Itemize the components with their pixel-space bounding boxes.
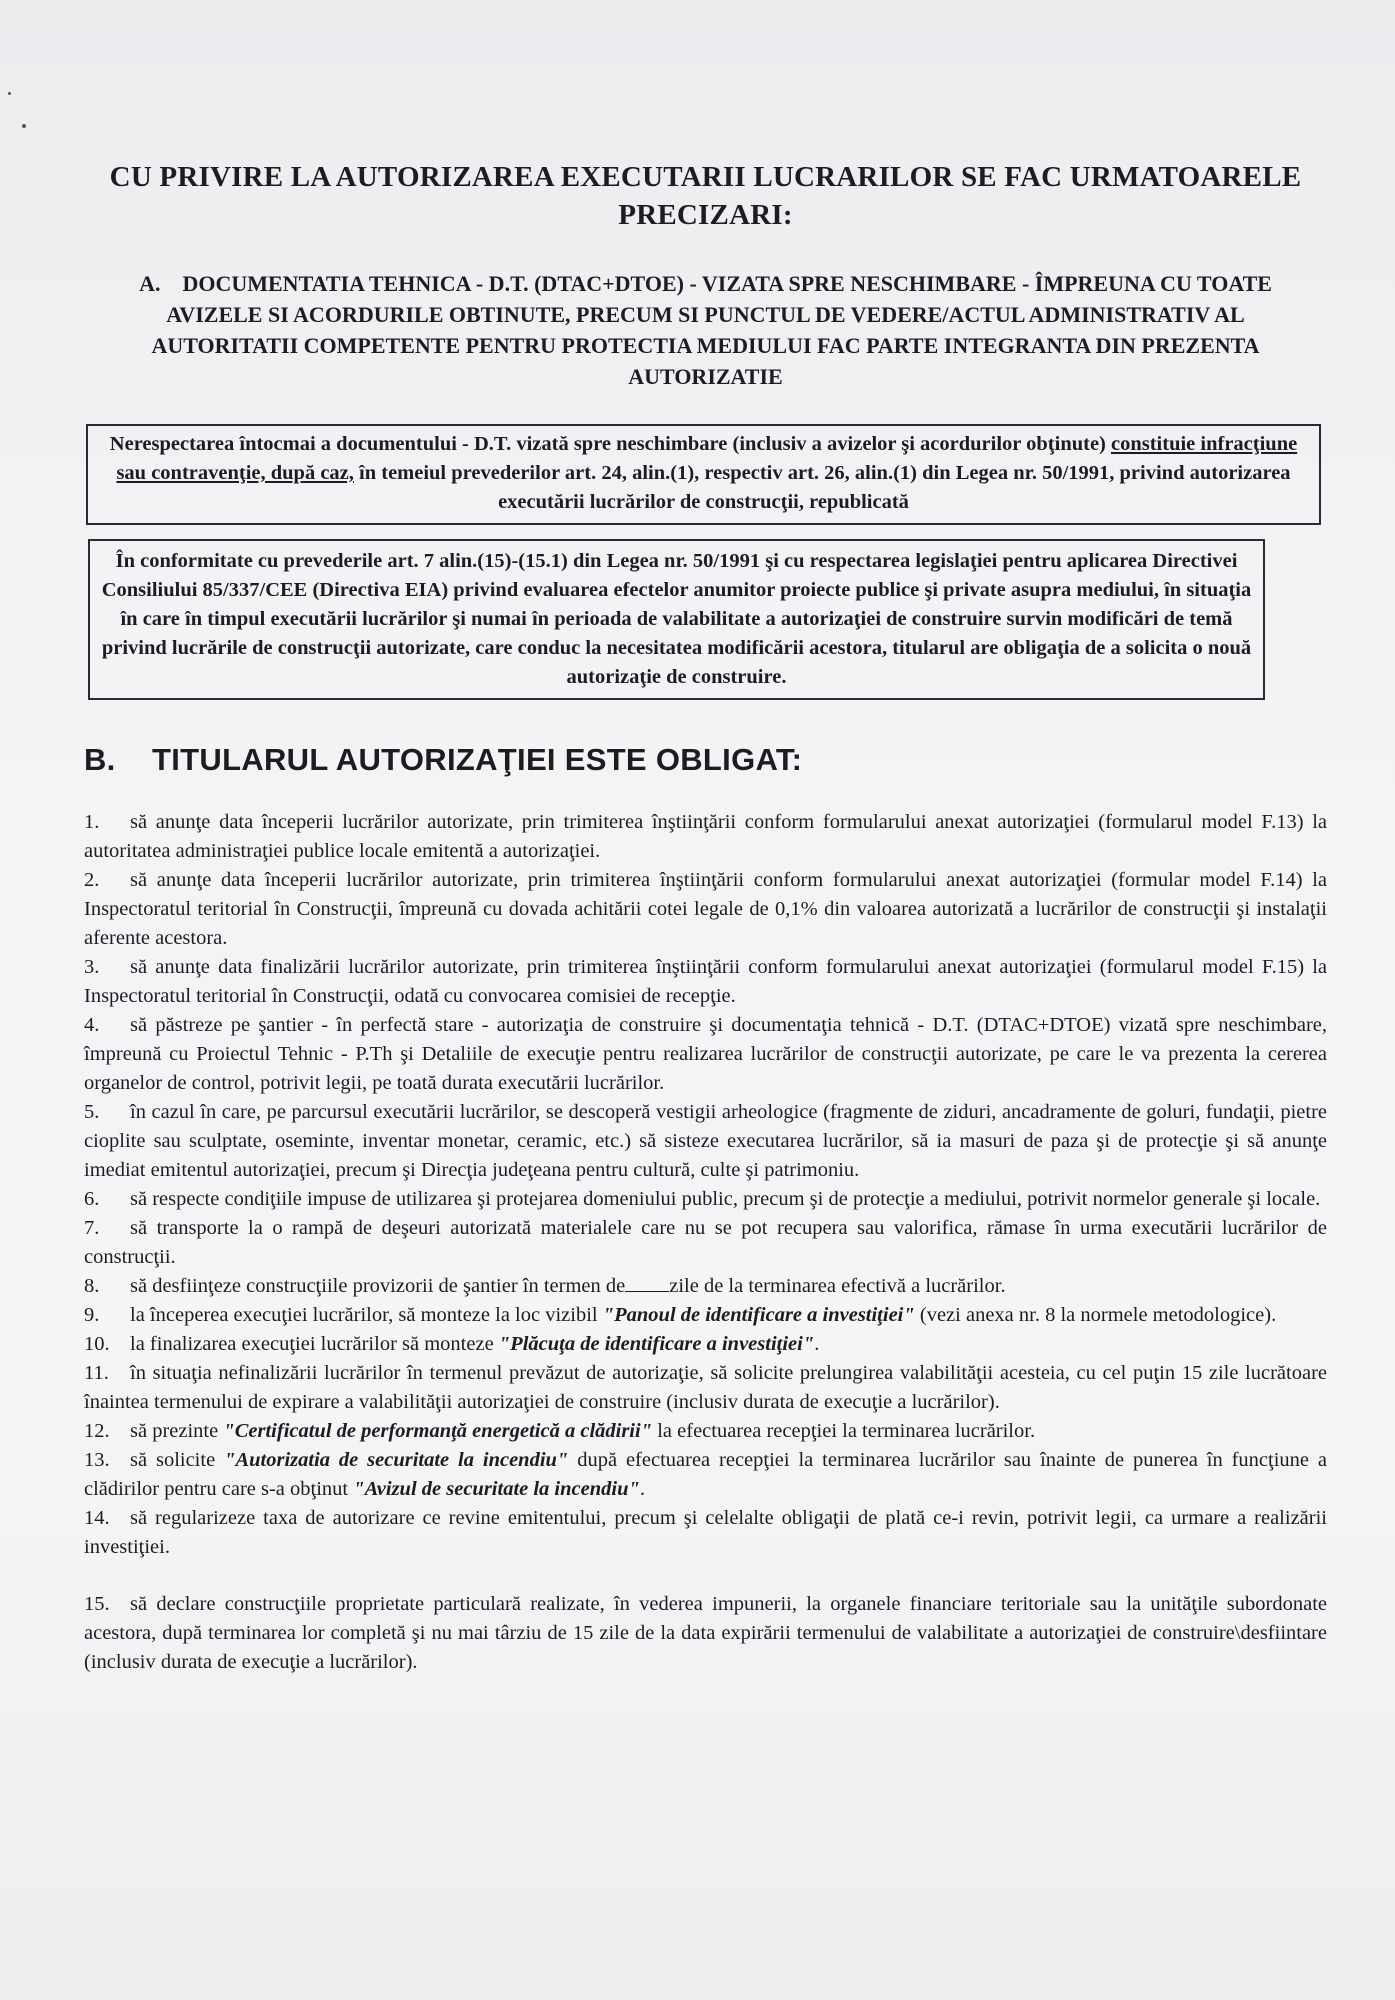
notice-box-eia xyxy=(88,539,1265,700)
obligation-text: . xyxy=(639,1478,645,1500)
obligation-item xyxy=(84,953,1327,1011)
obligation-number: 15. xyxy=(84,1593,110,1615)
obligation-number: 6. xyxy=(84,1188,100,1210)
obligation-text: să solicite xyxy=(130,1449,225,1471)
obligation-text: să regularizeze taxa de autorizare ce revine emitentului, precum şi celelalte obligaţii de plată ce-i revin, potrivit legii, ca urmare a realizării investiţiei. xyxy=(84,1507,1327,1558)
obligation-text: la efectuarea recepţiei la terminarea lucrărilor. xyxy=(652,1420,1036,1442)
fill-in-blank xyxy=(625,1273,669,1292)
obligation-item xyxy=(84,1330,1327,1359)
obligation-number: 1. xyxy=(84,811,100,833)
obligation-item xyxy=(84,1417,1327,1446)
obligation-text: să prezinte xyxy=(130,1420,224,1442)
notice-box-infraction xyxy=(86,424,1321,525)
section-a xyxy=(84,268,1327,392)
obligation-item xyxy=(84,1359,1327,1417)
obligation-number: 10. xyxy=(84,1333,110,1355)
obligation-text: să respecte condiţiile impuse de utilizarea şi protejarea domeniului public, precum şi de protecţie a mediului, potrivit normelor generale şi locale. xyxy=(130,1188,1321,1210)
notice-box-eia-text: În conformitate cu prevederile art. 7 alin.(15)-(15.1) din Legea nr. 50/1991 şi cu respectarea legislaţiei pentru aplicarea Directivei Consiliului 85/337/CEE (Directiva EIA) privind evaluarea efectelor anumitor proiecte publice şi private asupra mediului, în situaţia în care în timpul executării lucrărilor şi numai în perioada de valabilitate a autorizaţiei de construire survin modificări de temă privind lucrările de construcţii autorizate, care conduc la necesitatea modificării acestora, titularul are obligaţia de a solicita o nouă autorizaţie de construire. xyxy=(101,550,1252,688)
stray-mark xyxy=(22,124,26,128)
obligation-emphasis: "Avizul de securitate la incendiu" xyxy=(353,1478,640,1500)
obligation-number: 3. xyxy=(84,956,100,978)
obligation-number: 7. xyxy=(84,1217,100,1239)
obligation-text: să desfiinţeze construcţiile provizorii de şantier în termen de xyxy=(130,1275,626,1297)
obligation-text: la începerea execuţiei lucrărilor, să monteze la loc vizibil xyxy=(130,1304,603,1326)
section-a-text: DOCUMENTATIA TEHNICA - D.T. (DTAC+DTOE) - VIZATA SPRE NESCHIMBARE - ÎMPREUNA CU TOATE AVIZELE SI ACORDURILE OBTINUTE, PRECUM SI PUNCTUL DE VEDERE/ACTUL ADMINISTRATIV AL AUTORITATII COMPETENTE PENTRU PROTECTIA MEDIULUI FAC PARTE INTEGRANTA DIN PREZENTA AUTORIZATIE xyxy=(151,271,1272,389)
obligation-item xyxy=(84,1504,1327,1562)
obligation-item xyxy=(84,1446,1327,1504)
notice-box-line1: Nerespectarea întocmai a documentului - D.T. vizată spre neschimbare (inclusiv a avizelor şi acordurilor obţinute) xyxy=(109,433,1106,455)
notice-box-underlined: constituie infracţiune sau contravenţie, după caz, xyxy=(116,433,1298,484)
obligation-number: 4. xyxy=(84,1014,100,1036)
obligation-item xyxy=(84,808,1327,866)
obligation-number: 5. xyxy=(84,1101,100,1123)
stray-mark xyxy=(8,92,11,95)
notice-box-line2: în temeiul prevederilor art. 24, alin.(1), respectiv art. 26, alin.(1) din Legea nr. 50/1991, privind autorizarea executării lucrărilor de construcţii, republicată xyxy=(353,462,1291,513)
obligation-text: (vezi anexa nr. 8 la normele metodologice). xyxy=(914,1304,1277,1326)
obligation-text: să păstreze pe şantier - în perfectă stare - autorizaţia de construire şi documentaţia tehnică - D.T. (DTAC+DTOE) vizată spre neschimbare, împreună cu Proiectul Tehnic - P.Th şi Detaliile de execuţie pentru realizarea lucrărilor de construcţii autorizate, pe care le va prezenta la cererea organelor de control, potrivit legii, pe toată durata executării lucrărilor. xyxy=(84,1014,1327,1094)
obligation-text: să anunţe data începerii lucrărilor autorizate, prin trimiterea înştiinţării conform formularului anexat autorizaţiei (formularul model F.13) la autoritatea administraţiei publice locale emitentă a autorizaţiei. xyxy=(84,811,1327,862)
obligation-item xyxy=(84,1098,1327,1185)
obligation-number: 2. xyxy=(84,869,100,891)
page-heading: CU PRIVIRE LA AUTORIZAREA EXECUTARII LUCRARILOR SE FAC URMATOARELE PRECIZARI: xyxy=(109,161,1302,231)
obligation-text: să anunţe data începerii lucrărilor autorizate, prin trimiterea înştiinţării conform formularului anexat autorizaţiei (formular model F.14) la Inspectoratul teritorial în Construcţii, împreună cu dovada achitării cotei legale de 0,1% din valoarea autorizată a lucrărilor de construcţii şi instalaţii aferente acestora. xyxy=(84,869,1327,949)
obligation-text: în cazul în care, pe parcursul executării lucrărilor, se descoperă vestigii arheologice (fragmente de ziduri, ancadramente de goluri, fundaţii, pietre cioplite sau sculptate, oseminte, inventar monetar, ceramic, etc.) să sisteze executarea lucrărilor, să ia masuri de paza şi de protecţie şi să anunţe imediat emitentul autorizaţiei, precum şi Direcţia judeţeana pentru cultură, culte şi patrimoniu. xyxy=(84,1101,1327,1181)
obligation-emphasis: "Plăcuţa de identificare a investiţiei" xyxy=(498,1333,815,1355)
obligation-item xyxy=(84,1185,1327,1214)
obligation-text: să anunţe data finalizării lucrărilor autorizate, prin trimiterea înştiinţării conform formularului anexat autorizaţiei (formularul model F.15) la Inspectoratul teritorial în Construcţii, odată cu convocarea comisiei de recepţie. xyxy=(84,956,1327,1007)
obligation-text: la finalizarea execuţiei lucrărilor să monteze xyxy=(130,1333,499,1355)
section-b-title xyxy=(84,742,1327,778)
obligation-text: după efectuarea recepţiei la terminarea lucrărilor sau înainte de punerea în funcţiune a clădirilor pentru care s-a obţinut xyxy=(84,1449,1327,1500)
obligation-item xyxy=(84,866,1327,953)
obligation-number: 13. xyxy=(84,1449,110,1471)
obligations-list xyxy=(84,808,1327,1677)
obligation-number: 11. xyxy=(84,1362,109,1384)
obligation-item xyxy=(84,1301,1327,1330)
obligation-emphasis: "Panoul de identificare a investiţiei" xyxy=(602,1304,915,1326)
obligation-text: în situaţia nefinalizării lucrărilor în termenul prevăzut de autorizaţie, să solicite prelungirea valabilităţii acesteia, cu cel puţin 15 zile lucrătoare înaintea termenului de expirare a valabilităţii autorizaţiei de construire (inclusiv durata de execuţie a lucrărilor). xyxy=(84,1362,1327,1413)
obligation-text: să transporte la o rampă de deşeuri autorizată materialele care nu se pot recupera sau valorifica, rămase în urma executării lucrărilor de construcţii. xyxy=(84,1217,1327,1268)
obligation-text: zile de la terminarea efectivă a lucrărilor. xyxy=(669,1275,1006,1297)
obligation-item xyxy=(84,1272,1327,1301)
section-a-letter: A. xyxy=(139,271,161,296)
section-b-letter: B. xyxy=(84,742,116,777)
obligation-number: 14. xyxy=(84,1507,110,1529)
obligation-emphasis: "Certificatul de performanţă energetică a clădirii" xyxy=(223,1420,653,1442)
obligation-number: 9. xyxy=(84,1304,100,1326)
obligation-text: să declare construcţiile proprietate particulară realizate, în vederea impunerii, la organele financiare teritoriale sau la unităţile subordonate acestora, după terminarea lor completă şi nu mai târziu de 15 zile de la data expirării termenului de valabilitate a autorizaţiei de construire\desfiintare (inclusiv durata de execuţie a lucrărilor). xyxy=(84,1593,1327,1673)
obligation-item xyxy=(84,1590,1327,1677)
obligation-text: . xyxy=(814,1333,820,1355)
obligation-item xyxy=(84,1214,1327,1272)
obligation-number: 12. xyxy=(84,1420,110,1442)
obligation-emphasis: "Autorizatia de securitate la incendiu" xyxy=(224,1449,569,1471)
section-b-title-text: TITULARUL AUTORIZAŢIEI ESTE OBLIGAT: xyxy=(152,742,803,777)
obligation-number: 8. xyxy=(84,1275,100,1297)
obligation-item xyxy=(84,1011,1327,1098)
